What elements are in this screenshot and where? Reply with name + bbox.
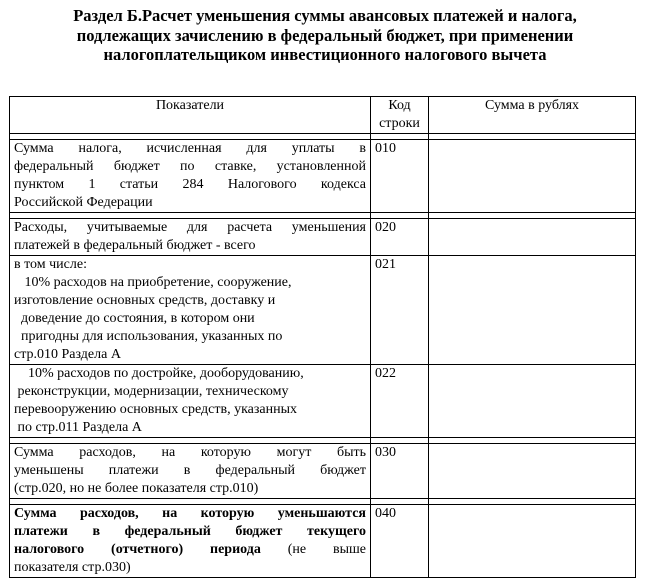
table-row — [10, 140, 636, 213]
indicator-cell: 10% расходов по достройке, дооборудованию, реконструкции, модернизации, техническому перевооружению основных средств, указанных по стр.011 Раздела А — [10, 365, 371, 438]
title-line: Раздел Б.Расчет уменьшения суммы авансовых платежей и налога, — [73, 6, 577, 25]
amount-cell[interactable] — [429, 505, 636, 578]
indicator-cell: Расходы, учитываемые для расчета уменьшения платежей в федеральный бюджет - всего — [10, 219, 371, 256]
header-code: Код строки — [371, 97, 429, 134]
table-row — [10, 256, 636, 365]
amount-cell[interactable] — [429, 256, 636, 365]
header-indicator: Показатели — [10, 97, 371, 134]
row-code: 010 — [371, 140, 429, 213]
row-code: 022 — [371, 365, 429, 438]
header-amount: Сумма в рублях — [429, 97, 636, 134]
row-code: 040 — [371, 505, 429, 578]
header-row — [10, 97, 636, 134]
table-row — [10, 505, 636, 578]
row-code: 021 — [371, 256, 429, 365]
amount-cell[interactable] — [429, 365, 636, 438]
row-code: 020 — [371, 219, 429, 256]
indicator-cell: Сумма расходов, на которую могут быть уменьшены платежи в федеральный бюджет (стр.020, но не более показателя стр.010) — [10, 444, 371, 499]
title-line: налогоплательщиком инвестиционного налогового вычета — [103, 45, 547, 64]
table-row — [10, 219, 636, 256]
table-row — [10, 365, 636, 438]
amount-cell[interactable] — [429, 444, 636, 499]
indicator-cell: Сумма налога, исчисленная для уплаты в федеральный бюджет по ставке, установленной пунктом 1 статьи 284 Налогового кодекса Российской Федерации — [10, 140, 371, 213]
indicator-cell: в том числе: 10% расходов на приобретение, сооружение, изготовление основных средств, доставку и доведение до состояния, в котором они пригодны для использования, указанных по стр.010 Раздела А — [10, 256, 371, 365]
amount-cell[interactable] — [429, 219, 636, 256]
amount-cell[interactable] — [429, 140, 636, 213]
row-code: 030 — [371, 444, 429, 499]
title-line: подлежащих зачислению в федеральный бюджет, при применении — [76, 25, 574, 45]
table-row — [10, 444, 636, 499]
calculation-table — [9, 96, 636, 578]
indicator-cell: Сумма расходов, на которую уменьшаются платежи в федеральный бюджет текущего налогового (отчетного) периода (не выше показателя стр.030) — [10, 505, 371, 578]
section-title — [0, 6, 650, 65]
